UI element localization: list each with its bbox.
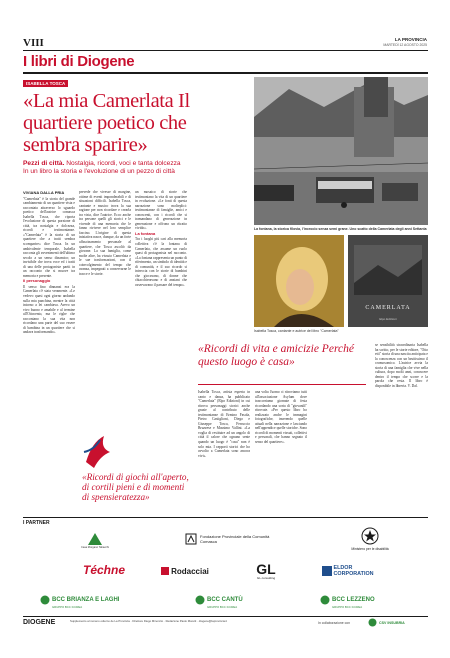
issue-date: MARTEDÌ 12 AGOSTO 2025 — [383, 43, 427, 47]
subhead — [23, 160, 248, 176]
partner-name: Rodacciai — [171, 566, 209, 576]
partner-name: ELDOR CORPORATION — [333, 565, 374, 577]
article-col-5 — [255, 390, 307, 516]
partners-title: I PARTNER — [23, 520, 50, 526]
dateline: VIVIANA DALLA PRIA — [23, 190, 65, 195]
caption-photo1: La fontana, la storica filovia, l'incrocio senza semi grane. Uno scatto della Camerlata degli anni Settanta — [254, 227, 427, 231]
partner-logo-bcc-cantu — [195, 593, 275, 611]
partner-name: Téchne — [82, 563, 125, 577]
book-cover — [348, 235, 428, 327]
partner-logo-eldor — [320, 564, 395, 578]
col5-text: una volta l'uomo ci ritroviamo tutti all'associazione Asylum dove trascorriamo giornate di festa ricordando una sorta di "giovanili" ritrovate. «Per questo libro ho realizzato anche le immagini fotografiche, inserendo quelle attuali nella narrazione e lasciando nell'appendice quelle storiche. Sono ricordi di momenti vissuti, collettivi e personali, che hanno segnato il senso del quartiere». — [255, 390, 307, 445]
col3b-text: Tra i luoghi più cari alla memoria collettiva c'è la fontana di Camerlata, che assume un ruolo quasi di protagonista nel racconto. «La fontana rappresenta un punto di riferimento, un simbolo di identità e di comunità, e il suo ricordo si intreccia con le storie di bambini che giocavano, di donne che chiacchieravano e di anziani che osservavano il passare del tempo». — [135, 237, 187, 287]
partner-logo-fondazione — [185, 530, 280, 548]
article-col-4 — [198, 390, 250, 516]
subheading-personaggio: Il personaggio — [23, 278, 51, 284]
col2b-text: L'origine di questa iniziativa nasce, dunque, da un forte affascinamento personale al quartiere, che Tosca ascoltò da giovane. La sua famiglia, come molte altre, ha vissuto Camerlata e le sue trasformazioni, con il coinvolgimento del tempo che avanza, impegnati a conservarne le tracce e le storie. — [79, 230, 131, 276]
bcc-leaf-icon — [195, 595, 205, 605]
partner-logo-bcc-brianza — [40, 593, 140, 611]
pullquote-2: «Ricordi di vita e amicizie Perché questo luogo è casa» — [198, 343, 354, 368]
partner-name: Fondazione Provinciale della Comunità Comasca — [200, 534, 270, 544]
partner-logo-gl — [246, 556, 286, 586]
article-col-3 — [135, 190, 187, 430]
section-title: I libri di Diogene — [23, 53, 135, 70]
footer-collab: In collaborazione con — [318, 621, 351, 625]
partner-logo-bcc-lezzeno — [320, 593, 410, 611]
paper-name: LA PROVINCIA — [394, 37, 427, 42]
partner-logo-rodacciai — [150, 564, 220, 578]
partner-name: GL consulting — [256, 576, 276, 580]
byline: ISABELLA TOSCA — [23, 80, 68, 87]
cover-title: CAMERLATA — [365, 305, 411, 311]
article-col-6 — [375, 343, 428, 515]
partner-name: BCC CANTÙ — [207, 597, 243, 603]
pullquote-1: «Ricordi di giochi all'aperto, di cortili pieni e di momenti di spensieratezza» — [82, 472, 189, 503]
partner-name: BCC BRIANZA E LAGHI — [52, 597, 120, 603]
partner-subname: GRUPPO BCC ICCREA — [52, 605, 83, 609]
gl-mark-icon: GL — [256, 561, 276, 577]
footer-info: Supplemento al numero odierno de La Provincia · Direttore Diego Minonzio · Redazione Paolo Moretti · diogene@laprovincia.it — [70, 619, 228, 623]
rodacciai-icon — [161, 567, 169, 575]
leaf-icon — [87, 532, 103, 546]
pullquote-1-icon — [82, 432, 114, 470]
partner-subname: GRUPPO BCC ICCREA — [332, 605, 363, 609]
eldor-icon — [322, 566, 332, 576]
headline: «La mia Camerlata Il quartiere poetico che sembra sparire» — [23, 90, 190, 156]
csv-name: CSV INSUBRIA — [379, 620, 405, 625]
col4-text: Isabella Tosca, artista esperta in canto e danza, ha pubblicato "Camerlata" (Elpo Edizioni) in cui ritrova personaggi storici anche grazie al contributo delle testimonianze di Ermino Fasola, Pietro Castiglioni, Diego e Giuseppe Tosca, Ferruccio Bruzzese e Massimo Vallini. «La voglia di restituire ad un angolo di città il calore che ognuno sente quando un luogo è "casa" non è solo mia. I rapporti storici che ho avvolto a Camerlata sono ancora vivi». — [198, 390, 250, 458]
bcc-leaf-icon — [320, 595, 330, 605]
article-col-2 — [79, 190, 131, 430]
cover-publisher: Elpo Edizioni — [379, 317, 397, 321]
partner-logo-techne — [75, 562, 133, 578]
col3-text: un mosaico di storie che testimoniano la vita di un quartiere in evoluzione. «Le fonti di questa narrazione sono molteplici: testimonianze di famiglie, amici e conoscenti, con i ricordi che si tramandano di generazione in generazione e offrono un ritratto vivido». — [135, 190, 187, 231]
col2-text: prevede che vivesse di margine, ottime di eventi imponderabili e di situazioni difficili. Isabella Tosca, cantante e musico trova la sua ragione per non ricordare e crearla tra vista, dice l'autrice. Ecco anche tra persone quelli gli storici e le vicende di una memoria che le fanno rivivere nel loro semplice fascino. — [79, 190, 131, 235]
partner-subname: GRUPPO BCC ICCREA — [207, 605, 238, 609]
page-number: VIII — [23, 37, 44, 49]
footer-brand: DIOGENE — [23, 619, 56, 626]
subheading-fontana: La fontana — [135, 230, 156, 236]
republic-emblem-icon — [361, 527, 379, 545]
partner-logo-morgano — [75, 525, 115, 555]
col1b-text: Il senso fino dinnanzi era la Camerlata c'è stata veramente. «Le vedevo quasi ogni giorno andando sulla mia panchina, mentre la città intorno a lei cambiava. Avevo un vivo buono e amabile e al termine all'Ottocento, ma le righe che raccontano la sua vita non ricordano una parte del suo essere di bambina in un quartiere che si andava trasformando». — [23, 284, 75, 335]
footer-csv-logo — [368, 618, 405, 627]
csv-icon — [368, 618, 377, 627]
partner-name: Casa Morgano Tabacchi — [81, 545, 109, 549]
subhead-rest: Nostalgia, ricordi, voci e tanta dolcezza — [66, 160, 181, 167]
bcc-leaf-icon — [40, 595, 50, 605]
partner-logo-ministero — [340, 521, 400, 557]
subhead-lead: Pezzi di città. — [23, 160, 65, 167]
partner-name: Ministero per le disabilità — [351, 547, 389, 551]
photo-author — [254, 235, 344, 327]
article-col-1 — [23, 190, 75, 515]
subhead-line2: In un libro la storia e l'evoluzione di un pezzo di città — [23, 168, 175, 175]
col1-text: "Camerlata" è la storia del grande cambiamento di un quartiere vista e raccontata attraverso lo sguardo poetico dell'autrice comasca Isabella Tosca, che riporta l'evoluzione di questa porzione di città, tra nostalgia e dolcezza, ricordi e testimonianze. «"Camerlata" è la storia di un quartiere che a tratti sembra scomparire» dice Tosca. In un ambivalente temporale, Isabella racconta gli avvenimenti dell'ultimo secolo a un senso dinamico; un invisibile che trova voce ed i tratti di una delle protagoniste partii in un racconto che si muove tra memoria e presente. — [23, 196, 75, 278]
photo-historic-street — [254, 77, 428, 225]
fondazione-icon — [185, 533, 197, 545]
col6-text: se sensibilità straordinaria Isabella ha scritto, per le storie editore, "Otto etti" storia di una nascita anticipata e la conoscenza con un bruttissimo il cromosomico. L'autrice avvia la storia di una famiglia che vive nella cultura, dopo molti anni, conoscere dentro il tempo che scorre e la parola che resta. Il libro è disponibile in libreria. V. Dal. — [375, 343, 428, 388]
caption-photo2: Isabella Tosca, cantante e autrice del libro "Camerlata" — [254, 329, 339, 333]
partner-name: BCC LEZZENO — [332, 597, 375, 603]
